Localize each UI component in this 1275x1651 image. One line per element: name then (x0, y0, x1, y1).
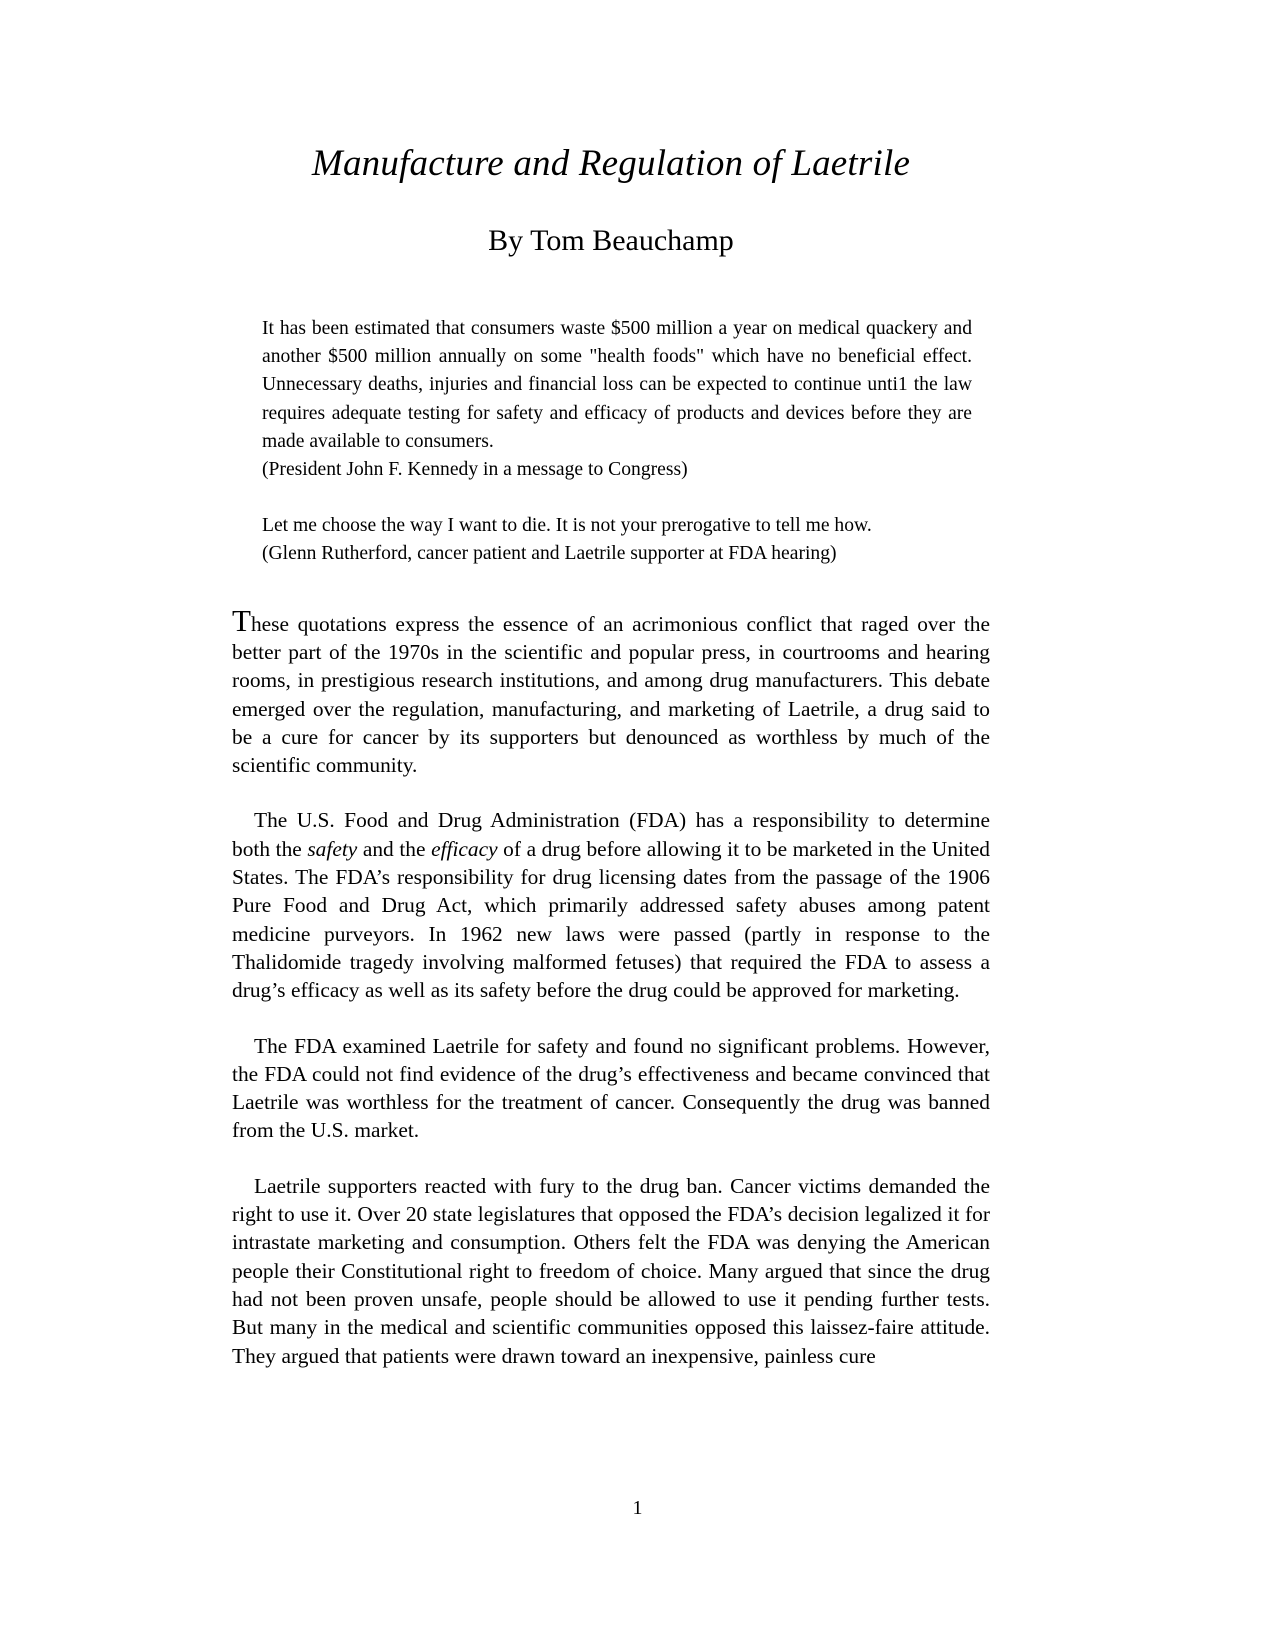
initial-cap-letter: T (232, 602, 251, 638)
paragraph-3: The FDA examined Laetrile for safety and found no significant problems. However, the FDA could not find evidence of the drug’s effectiveness and became convinced that Laetrile was worthless for the treatment of cancer. Consequently the drug was banned from the U.S. market. (232, 1033, 990, 1143)
paragraph-2-text-c: of a drug before allowing it to be marketed in the United States. The FDA’s responsibility for drug licensing dates from the passage of the 1906 Pure Food and Drug Act, which primarily addressed safety abuses among patent medicine purveyors. In 1962 new laws were passed (partly in response to the Thalidomide tragedy involving malformed fetuses) that required the FDA to assess a drug’s efficacy as well as its safety before the drug could be approved for marketing. (232, 836, 991, 1003)
page-title: Manufacture and Regulation of Laetrile (311, 143, 911, 184)
epigraph-block (232, 315, 990, 569)
paragraph-2-text-a: The U.S. Food and Drug Administration (FDA) has a responsibility to determine both the (232, 808, 990, 861)
quotation-1-text: It has been estimated that consumers waste $500 million a year on medical quackery and another $500 million annually on some "health foods" which have no beneficial effect. Unnecessary deaths, injuries and financial loss can be expected to continue unti1 the law requires adequate testing for safety and efficacy of products and devices before they are made available to consumers. (262, 318, 972, 452)
paragraph-1 (232, 602, 990, 780)
paragraph-1-text: hese quotations express the essence of an acrimonious conflict that raged over the better part of the 1970s in the scientific and popular press, in courtrooms and hearing rooms, in prestigious research institutions, and among drug manufacturers. This debate emerged over the regulation, manufacturing, and marketing of Laetrile, a drug said to be a cure for cancer by its supporters but denounced as worthless by much of the scientific community. (232, 611, 990, 778)
quotation-2-text: Let me choose the way I want to die. It is not your prerogative to tell me how. (262, 515, 872, 537)
page-number: 1 (632, 1497, 643, 1519)
body-text (232, 602, 991, 1370)
author-byline: By Tom Beauchamp (488, 223, 734, 257)
page-content (232, 0, 990, 1397)
emphasis-efficacy: efficacy (431, 836, 498, 861)
paragraph-2-text-b: and the (357, 836, 432, 861)
quotation-2-attribution: (Glenn Rutherford, cancer patient and Laetrile supporter at FDA hearing) (262, 543, 837, 565)
quote-separator (262, 484, 972, 512)
quotation-1-attribution: (President John F. Kennedy in a message to Congress) (262, 459, 688, 481)
paragraph-4: Laetrile supporters reacted with fury to the drug ban. Cancer victims demanded the right to use it. Over 20 state legislatures that opposed the FDA’s decision legalized it for intrastate marketing and consumption. Others felt the FDA was denying the American people their Constitutional right to freedom of choice. Many argued that since the drug had not been proven unsafe, people should be allowed to use it pending further tests. But many in the medical and scientific communities opposed this laissez-faire attitude. They argued that patients were drawn toward an inexpensive, painless cure (232, 1173, 990, 1368)
emphasis-safety: safety (307, 836, 358, 861)
paragraph-2 (232, 806, 990, 1004)
